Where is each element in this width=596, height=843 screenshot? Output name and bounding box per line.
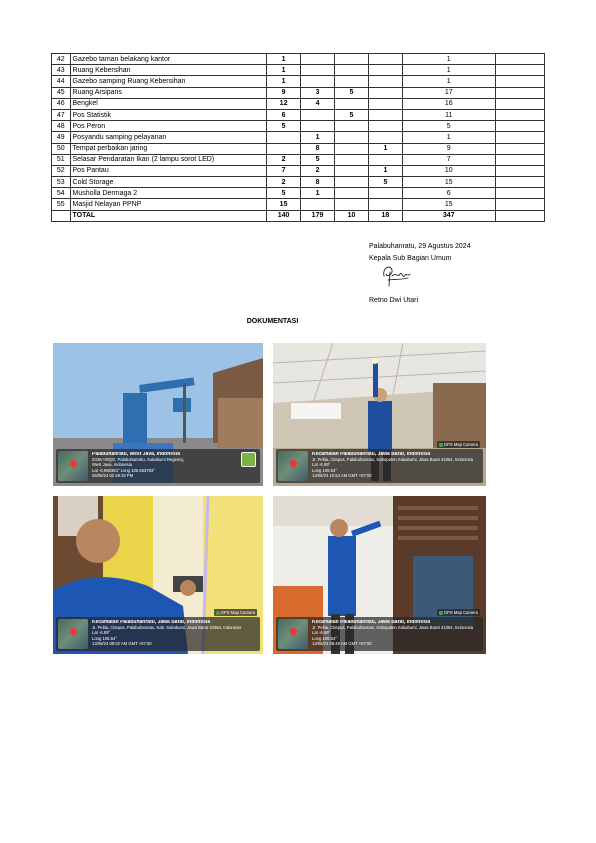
count-col-4 bbox=[368, 132, 402, 143]
count-col-2 bbox=[301, 199, 335, 210]
row-number: 48 bbox=[52, 121, 71, 132]
notes-cell bbox=[495, 76, 544, 87]
camera-app-icon bbox=[241, 452, 256, 467]
count-col-3 bbox=[335, 199, 369, 210]
notes-cell bbox=[495, 188, 544, 199]
count-col-4 bbox=[368, 65, 402, 76]
count-col-4 bbox=[368, 109, 402, 120]
location-name: Pos Pantau bbox=[70, 165, 267, 176]
row-total: 1 bbox=[402, 132, 495, 143]
count-col-2 bbox=[301, 76, 335, 87]
location-pin-icon bbox=[69, 627, 79, 637]
handwritten-signature bbox=[378, 262, 412, 288]
count-col-3 bbox=[335, 165, 369, 176]
table-row bbox=[52, 188, 545, 199]
count-col-4: 5 bbox=[368, 177, 402, 188]
signature-title: Kepala Sub Bagian Umum bbox=[369, 255, 452, 262]
count-col-2 bbox=[301, 121, 335, 132]
row-number: 55 bbox=[52, 199, 71, 210]
count-col-3 bbox=[335, 98, 369, 109]
signature-place-date: Palabuhanratu, 29 Agustus 2024 bbox=[369, 243, 471, 250]
table-row bbox=[52, 54, 545, 65]
notes-cell bbox=[495, 154, 544, 165]
row-number: 54 bbox=[52, 188, 71, 199]
location-name: Pos Statistik bbox=[70, 109, 267, 120]
count-col-3 bbox=[335, 76, 369, 87]
count-col-4 bbox=[368, 199, 402, 210]
grand-total: 347 bbox=[402, 210, 495, 221]
count-col-1 bbox=[267, 143, 301, 154]
count-col-2: 8 bbox=[301, 177, 335, 188]
count-col-1: 2 bbox=[267, 154, 301, 165]
table-row bbox=[52, 154, 545, 165]
notes-cell bbox=[495, 132, 544, 143]
location-name: Cold Storage bbox=[70, 177, 267, 188]
row-number: 50 bbox=[52, 143, 71, 154]
count-col-2: 4 bbox=[301, 98, 335, 109]
location-name: Selasar Pendaratan Ikan (2 lampu sorot LED) bbox=[70, 154, 267, 165]
gps-camera-icon bbox=[216, 611, 220, 615]
table-row bbox=[52, 177, 545, 188]
notes-cell bbox=[495, 98, 544, 109]
location-name: Ruang Arsiparis bbox=[70, 87, 267, 98]
signatory-name: Retno Dwi Utari bbox=[369, 297, 419, 304]
location-name: Gazebo samping Ruang Kebersihan bbox=[70, 76, 267, 87]
documentation-photo-2 bbox=[273, 343, 486, 486]
notes-cell bbox=[495, 121, 544, 132]
table-row bbox=[52, 165, 545, 176]
row-number: 45 bbox=[52, 87, 71, 98]
location-pin-icon bbox=[289, 627, 299, 637]
location-name: Ruang Kebersihan bbox=[70, 65, 267, 76]
total-col-3: 10 bbox=[335, 210, 369, 221]
row-number: 44 bbox=[52, 76, 71, 87]
notes-cell bbox=[495, 65, 544, 76]
count-col-1: 15 bbox=[267, 199, 301, 210]
gps-map-camera-badge: GPS Map Camera bbox=[214, 609, 257, 616]
table-row bbox=[52, 109, 545, 120]
count-col-3 bbox=[335, 143, 369, 154]
gps-info-3: Kecamatan Palabuhanratu, Jawa Barat, Indonesia JI. Pelita, Citepus, Palabuhanratu, Kab. Sukabumi, Jawa Barat 43364, Indonesia Lat -6.99° Long 106.54° 13/08/24 08:02 AM GMT +07:00 bbox=[92, 620, 242, 646]
notes-cell bbox=[495, 165, 544, 176]
row-total: 1 bbox=[402, 54, 495, 65]
total-col-2: 179 bbox=[301, 210, 335, 221]
gps-camera-icon bbox=[439, 611, 443, 615]
documentation-photo-3 bbox=[53, 496, 263, 654]
location-pin-icon bbox=[69, 459, 79, 469]
row-number: 47 bbox=[52, 109, 71, 120]
count-col-4: 1 bbox=[368, 165, 402, 176]
location-name: Posyandu samping pelayanan bbox=[70, 132, 267, 143]
notes-cell bbox=[495, 143, 544, 154]
count-col-2: 8 bbox=[301, 143, 335, 154]
map-thumbnail bbox=[278, 451, 308, 481]
count-col-3 bbox=[335, 154, 369, 165]
count-col-1 bbox=[267, 132, 301, 143]
location-pin-icon bbox=[289, 459, 299, 469]
table-row bbox=[52, 121, 545, 132]
documentation-heading: DOKUMENTASI bbox=[246, 318, 299, 325]
table-row bbox=[52, 87, 545, 98]
table-row bbox=[52, 199, 545, 210]
count-col-2: 1 bbox=[301, 132, 335, 143]
count-col-2 bbox=[301, 54, 335, 65]
documentation-photo-1 bbox=[53, 343, 263, 486]
count-col-1: 9 bbox=[267, 87, 301, 98]
count-col-4 bbox=[368, 76, 402, 87]
location-name: Tempat perbaikan jaring bbox=[70, 143, 267, 154]
count-col-2 bbox=[301, 109, 335, 120]
count-col-3 bbox=[335, 188, 369, 199]
count-col-3: 5 bbox=[335, 109, 369, 120]
count-col-2: 1 bbox=[301, 188, 335, 199]
location-name: Bengkel bbox=[70, 98, 267, 109]
gps-overlay-3 bbox=[56, 610, 260, 651]
count-col-4 bbox=[368, 54, 402, 65]
notes-cell bbox=[495, 199, 544, 210]
count-col-3: 5 bbox=[335, 87, 369, 98]
notes-cell bbox=[495, 87, 544, 98]
gps-overlay-1 bbox=[56, 449, 260, 483]
gps-overlay-2 bbox=[276, 442, 483, 483]
row-number: 42 bbox=[52, 54, 71, 65]
count-col-1: 2 bbox=[267, 177, 301, 188]
notes-cell bbox=[495, 177, 544, 188]
count-col-2: 3 bbox=[301, 87, 335, 98]
gps-info-2: Kecamatan Palabuhanratu, Jawa Barat, Indonesia JI. Pelita, Citepus, Palabuhanratu, Kabupaten Sukabumi, Jawa Barat 43364, Indonesia Lat -6.99° Long 106.54° 13/08/24 10:54 AM GMT +07:00 bbox=[312, 452, 474, 478]
count-col-1: 12 bbox=[267, 98, 301, 109]
table-row bbox=[52, 65, 545, 76]
count-col-1: 1 bbox=[267, 54, 301, 65]
row-total: 6 bbox=[402, 188, 495, 199]
row-number: 53 bbox=[52, 177, 71, 188]
documentation-photo-4 bbox=[273, 496, 486, 654]
gps-overlay-4 bbox=[276, 610, 483, 651]
count-col-3 bbox=[335, 54, 369, 65]
lamp-inventory-table bbox=[51, 53, 545, 222]
gps-info-4: Kecamatan Palabuhanratu, Jawa Barat, Indonesia JI. Pelita, Citepus, Palabuhanratu, Kabupaten Sukabumi, Jawa Barat 43364, Indonesia Lat -6.99° Long 106.54° 13/08/24 08:46 AM GMT +07:00 bbox=[312, 620, 474, 646]
count-col-1: 1 bbox=[267, 76, 301, 87]
row-number: 43 bbox=[52, 65, 71, 76]
table-row bbox=[52, 143, 545, 154]
count-col-2 bbox=[301, 65, 335, 76]
total-col-1: 140 bbox=[267, 210, 301, 221]
gps-camera-icon bbox=[439, 443, 443, 447]
table-row bbox=[52, 132, 545, 143]
count-col-4: 1 bbox=[368, 143, 402, 154]
notes-cell bbox=[495, 210, 544, 221]
gps-map-camera-badge: GPS Map Camera bbox=[437, 441, 480, 448]
count-col-4 bbox=[368, 154, 402, 165]
row-total: 15 bbox=[402, 177, 495, 188]
row-number: 46 bbox=[52, 98, 71, 109]
count-col-2: 5 bbox=[301, 154, 335, 165]
row-total: 5 bbox=[402, 121, 495, 132]
row-total: 1 bbox=[402, 65, 495, 76]
row-number: 52 bbox=[52, 165, 71, 176]
count-col-1: 6 bbox=[267, 109, 301, 120]
row-number: 51 bbox=[52, 154, 71, 165]
count-col-1: 7 bbox=[267, 165, 301, 176]
row-number bbox=[52, 210, 71, 221]
row-total: 15 bbox=[402, 199, 495, 210]
gps-map-camera-badge: GPS Map Camera bbox=[437, 609, 480, 616]
map-thumbnail bbox=[278, 619, 308, 649]
count-col-4 bbox=[368, 87, 402, 98]
count-col-1: 5 bbox=[267, 188, 301, 199]
table-row bbox=[52, 98, 545, 109]
row-total: 11 bbox=[402, 109, 495, 120]
location-name: Pos Peron bbox=[70, 121, 267, 132]
row-total: 1 bbox=[402, 76, 495, 87]
count-col-3 bbox=[335, 132, 369, 143]
count-col-3 bbox=[335, 121, 369, 132]
location-name: Masjid Nelayan PPNP bbox=[70, 199, 267, 210]
notes-cell bbox=[495, 109, 544, 120]
count-col-1: 5 bbox=[267, 121, 301, 132]
row-total: 9 bbox=[402, 143, 495, 154]
row-total: 10 bbox=[402, 165, 495, 176]
count-col-1: 1 bbox=[267, 65, 301, 76]
map-thumbnail bbox=[58, 619, 88, 649]
row-total: 7 bbox=[402, 154, 495, 165]
count-col-4 bbox=[368, 98, 402, 109]
count-col-3 bbox=[335, 65, 369, 76]
gps-info-1: Palabuhanratu, West Java, Indonesia 2G6V+MQO, Palabuhanratu, Sukabumi Regency, West Java, Indonesia Lat -6.988383° Long 106.563793° 06/08/24 02:29:19 PM bbox=[92, 452, 185, 478]
location-name: Gazebo taman belakang kantor bbox=[70, 54, 267, 65]
count-col-3 bbox=[335, 177, 369, 188]
count-col-4 bbox=[368, 121, 402, 132]
row-number: 49 bbox=[52, 132, 71, 143]
table-row bbox=[52, 76, 545, 87]
total-row bbox=[52, 210, 545, 221]
count-col-2: 2 bbox=[301, 165, 335, 176]
map-thumbnail bbox=[58, 451, 88, 481]
location-name: Musholla Dermaga 2 bbox=[70, 188, 267, 199]
notes-cell bbox=[495, 54, 544, 65]
total-label: TOTAL bbox=[70, 210, 267, 221]
row-total: 16 bbox=[402, 98, 495, 109]
row-total: 17 bbox=[402, 87, 495, 98]
count-col-4 bbox=[368, 188, 402, 199]
total-col-4: 18 bbox=[368, 210, 402, 221]
